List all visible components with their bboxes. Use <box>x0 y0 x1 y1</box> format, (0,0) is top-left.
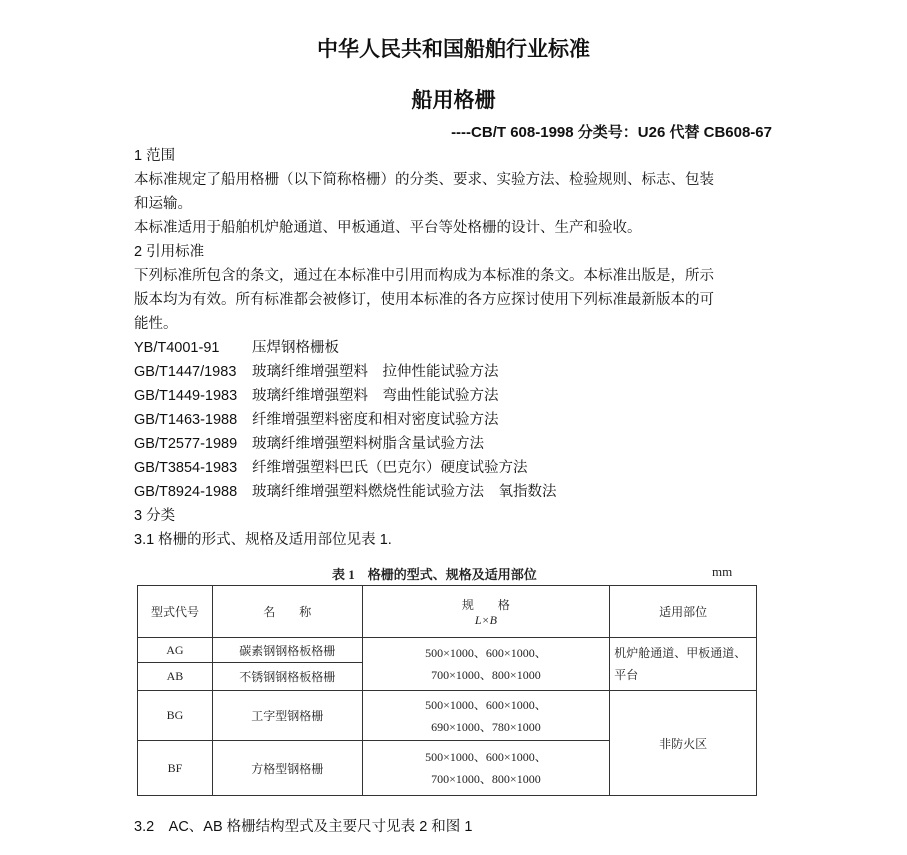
document-title: 中华人民共和国船舶行业标准 <box>317 38 590 61</box>
table-caption: 表 1 格栅的型式、规格及适用部位 <box>332 567 537 582</box>
section-heading: 2 引用标准 <box>134 244 205 260</box>
grating-table <box>137 585 757 796</box>
table-row: BG 工字型钢格栅 500×1000、600×1000、 690×1000、780×1000 非防火区 <box>138 691 757 741</box>
table-row: AB 不锈钢钢格板格栅 <box>138 663 757 691</box>
paragraph: 3.1 格栅的形式、规格及适用部位见表 1. <box>134 532 392 548</box>
paragraph: 3.2 AC、AB 格栅结构型式及主要尺寸见表 2 和图 1 <box>134 819 473 835</box>
document-subtitle: 船用格栅 <box>411 89 496 112</box>
paragraph: 下列标准所包含的条文，通过在本标准中引用而构成为本标准的条文。本标准出版是，所示 <box>134 268 714 284</box>
reference-item: GB/T1447/1983 玻璃纤维增强塑料 拉伸性能试验方法 <box>134 364 499 380</box>
paragraph: 和运输。 <box>134 196 192 212</box>
paragraph: 能性。 <box>134 316 178 332</box>
paragraph: 本标准规定了船用格栅（以下简称格栅）的分类、要求、实验方法、检验规则、标志、包装 <box>134 172 714 188</box>
reference-item: GB/T1463-1988 纤维增强塑料密度和相对密度试验方法 <box>134 412 499 428</box>
reference-item: GB/T3854-1983 纤维增强塑料巴氏（巴克尔）硬度试验方法 <box>134 460 528 476</box>
reference-item: GB/T8924-1988 玻璃纤维增强塑料燃烧性能试验方法 氧指数法 <box>134 484 557 500</box>
reference-item: YB/T4001-91 压焊钢格栅板 <box>134 340 339 356</box>
table-header-row: 型式代号 名 称 规 格 L×B 适用部位 <box>138 586 757 638</box>
table-row: BF 方格型钢格栅 500×1000、600×1000、 700×1000、800×1000 <box>138 741 757 796</box>
section-heading: 1 范围 <box>134 148 176 164</box>
reference-item: GB/T1449-1983 玻璃纤维增强塑料 弯曲性能试验方法 <box>134 388 499 404</box>
table-unit: mm <box>712 564 733 579</box>
standard-number: ----CB/T 608-1998 分类号：U26 代替 CB608-67 <box>451 124 772 141</box>
paragraph: 本标准适用于船舶机炉舱通道、甲板通道、平台等处格栅的设计、生产和验收。 <box>134 220 642 236</box>
section-heading: 3 分类 <box>134 508 176 524</box>
reference-item: GB/T2577-1989 玻璃纤维增强塑料树脂含量试验方法 <box>134 436 484 452</box>
paragraph: 版本均为有效。所有标准都会被修订，使用本标准的各方应探讨使用下列标准最新版本的可 <box>134 292 714 308</box>
table-row: AG 碳素钢钢格板格栅 500×1000、600×1000、 700×1000、800×1000 机炉舱通道、甲板通道、 平台 <box>138 638 757 663</box>
